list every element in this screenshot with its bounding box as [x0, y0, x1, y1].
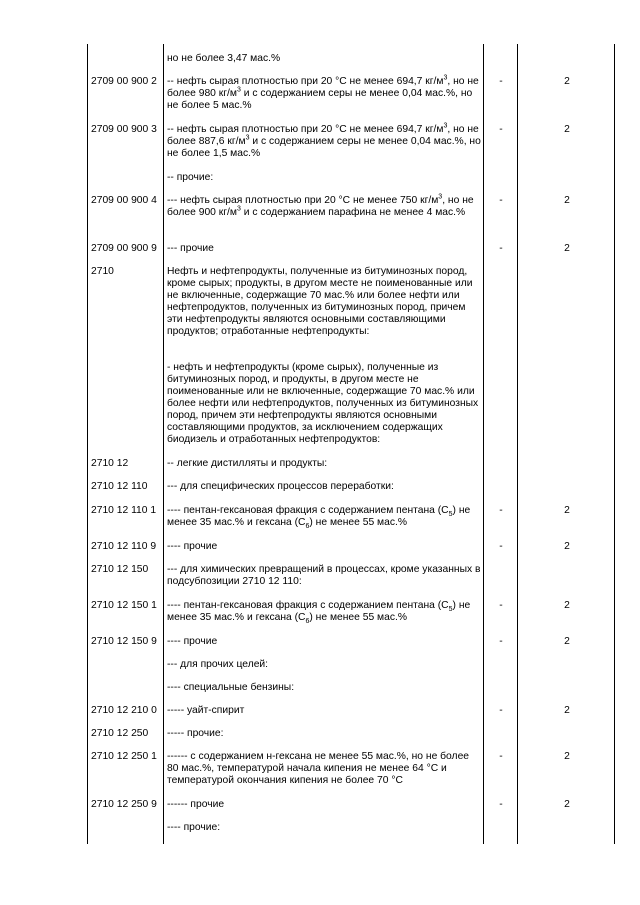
commodity-description: ---- прочие	[167, 636, 218, 647]
commodity-description: ------ с содержанием н-гексана не менее 55 мас.%, но не более 80 мас.%, температурой начала кипения не менее 64 °С и температурой окончания кипения не более 70 °С	[167, 751, 470, 786]
commodity-code: 2709 00 900 4	[91, 195, 157, 206]
unit-value: -	[499, 195, 503, 206]
commodity-description: ---- прочие	[167, 541, 218, 552]
table-row	[0, 682, 640, 705]
commodity-description: -- нефть сырая плотностью при 20 °С не менее 694,7 $кг/м^3$, но не более 887,6 $кг/м^3$ и с содержанием серы не менее 0,04 мас.%, но не более 1,5 мас.%	[167, 122, 481, 159]
commodity-description: --- для химических превращений в процессах, кроме указанных в подсубпозиции 2710 12 110:	[167, 564, 481, 587]
table-row	[0, 362, 640, 458]
table-row	[0, 541, 640, 564]
commodity-code: 2710 12 110	[91, 481, 148, 492]
commodity-code: 2710	[91, 266, 114, 277]
table-row	[0, 799, 640, 822]
table-row	[0, 636, 640, 659]
rate-value: 2	[564, 751, 570, 762]
table-row	[0, 600, 640, 636]
commodity-code: 2710 12 250	[91, 728, 149, 739]
commodity-description: ----- прочие:	[167, 728, 224, 739]
commodity-code: 2710 12 250 9	[91, 799, 157, 810]
commodity-code: 2710 12 150 1	[91, 600, 157, 611]
commodity-description: ---- пентан-гексановая фракция с содержанием пентана $(C_5)$ не менее 35 мас.% и гексана $(C_6)$ не менее 55 мас.%	[167, 505, 471, 531]
commodity-code: 2710 12 150	[91, 564, 149, 575]
commodity-description: --- прочие	[167, 243, 214, 254]
unit-value: -	[499, 751, 503, 762]
unit-value: -	[499, 505, 503, 516]
rate-value: 2	[564, 243, 570, 254]
unit-value: -	[499, 124, 503, 135]
commodity-description: --- для специфических процессов переработки:	[167, 481, 394, 492]
table-row	[0, 659, 640, 682]
unit-value: -	[499, 541, 503, 552]
commodity-code: 2710 12 110 1	[91, 505, 157, 516]
commodity-description: ---- пентан-гексановая фракция с содержанием пентана $(C_5)$ не менее 35 мас.% и гексана $(C_6)$ не менее 55 мас.%	[167, 600, 471, 626]
rate-value: 2	[564, 636, 570, 647]
rate-value: 2	[564, 76, 570, 87]
commodity-description: -- нефть сырая плотностью при 20 °С не менее 694,7 $кг/м^3$, но не более 980 $кг/м^3$ и с содержанием серы не менее 0,04 мас.%, но не более 5 мас.%	[167, 74, 479, 111]
table-row	[0, 564, 640, 600]
unit-value: -	[499, 705, 503, 716]
commodity-code: 2709 00 900 2	[91, 76, 157, 87]
commodity-description: ---- прочие:	[167, 822, 221, 833]
commodity-description: --- нефть сырая плотностью при 20 °С не менее 750 $кг/м^3$, но не более 900 $кг/м^3$ и с содержанием парафина не менее 4 мас.%	[167, 193, 474, 218]
commodity-description: ---- специальные бензины:	[167, 682, 295, 693]
table-row	[0, 728, 640, 751]
unit-value: -	[499, 243, 503, 254]
commodity-description: - нефть и нефтепродукты (кроме сырых), полученные из битуминозных пород, и продукты, в другом месте не поименованные или не включенные, содержащие 70 мас.% или более нефти или нефтепродуктов, полученных из битуминозных пород, причем эти нефтепродукты являются основными составляющими продуктов, за исключением содержащих биодизель и отработанных нефтепродуктов:	[167, 362, 479, 445]
table-row	[0, 124, 640, 172]
commodity-code: 2710 12 150 9	[91, 636, 157, 647]
unit-value: -	[499, 76, 503, 87]
table-row	[0, 243, 640, 266]
rate-value: 2	[564, 541, 570, 552]
commodity-description: ----- уайт-спирит	[167, 705, 245, 716]
table-row	[0, 705, 640, 728]
rate-value: 2	[564, 799, 570, 810]
commodity-description: но не более 3,47 мас.%	[167, 53, 281, 64]
rate-value: 2	[564, 705, 570, 716]
table-row	[0, 76, 640, 124]
commodity-description: -- легкие дистилляты и продукты:	[167, 458, 328, 469]
rate-value: 2	[564, 124, 570, 135]
table-row	[0, 481, 640, 505]
unit-value: -	[499, 799, 503, 810]
table-row	[0, 266, 640, 362]
commodity-description: --- для прочих целей:	[167, 659, 269, 670]
commodity-description: Нефть и нефтепродукты, полученные из битуминозных пород, кроме сырых; продукты, в другом месте не поименованные или не включенные, содержащие 70 мас.% или более нефти или нефтепродуктов, полученных из битуминозных пород, причем эти нефтепродукты являются основными составляющими продуктов; отработанные нефтепродукты:	[167, 266, 473, 337]
commodity-code: 2709 00 900 9	[91, 243, 157, 254]
commodity-code: 2710 12	[91, 458, 129, 469]
table-row	[0, 53, 640, 76]
table-row	[0, 195, 640, 243]
commodity-code: 2710 12 250 1	[91, 751, 157, 762]
commodity-description: -- прочие:	[167, 172, 214, 183]
unit-value: -	[499, 600, 503, 611]
rate-value: 2	[564, 600, 570, 611]
table-row	[0, 172, 640, 195]
commodity-code: 2710 12 110 9	[91, 541, 157, 552]
commodity-description: ------ прочие	[167, 799, 225, 810]
rate-value: 2	[564, 505, 570, 516]
table-row	[0, 458, 640, 481]
table-row	[0, 822, 640, 845]
rate-value: 2	[564, 195, 570, 206]
tariff-table	[0, 53, 640, 845]
commodity-code: 2709 00 900 3	[91, 124, 157, 135]
table-row	[0, 505, 640, 541]
table-row	[0, 751, 640, 799]
commodity-code: 2710 12 210 0	[91, 705, 157, 716]
unit-value: -	[499, 636, 503, 647]
